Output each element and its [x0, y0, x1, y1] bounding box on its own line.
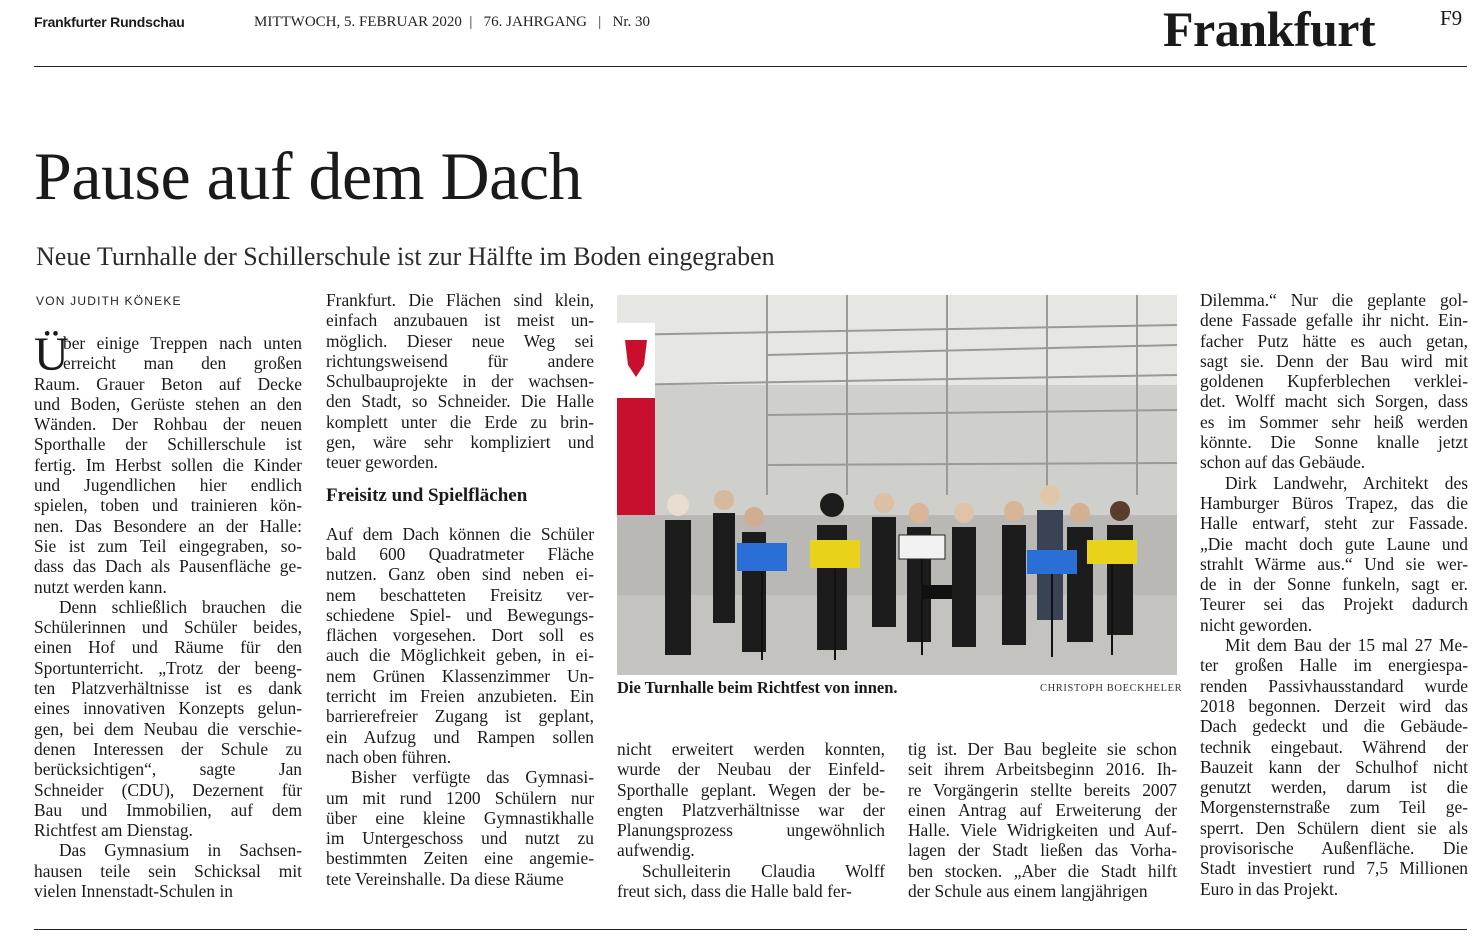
text-line: im Untergeschoss und nutzt zu [326, 828, 594, 849]
headline: Pause auf dem Dach [34, 138, 583, 214]
text-line: nen. Das Besondere an der Halle: [34, 515, 302, 536]
text-line: Dilemma.“ Nur die geplante gol- [1200, 290, 1468, 310]
text-line: ber einige Treppen nach unten [63, 333, 302, 353]
text-line: Raum. Grauer Beton auf Decke [34, 373, 302, 394]
text-line: denen Interessen der Schule zu [34, 738, 302, 759]
section-title: Frankfurt [1163, 1, 1376, 57]
text-line: wurde der Neubau der Einfeld- [617, 759, 885, 780]
text-line: Halle entwarf, steht zur Fassade. [1200, 513, 1468, 534]
text-line: seit ihrem Arbeitsbeginn 2016. Ih- [908, 759, 1177, 780]
text-line: Schulbauprojekte in der wachsen- [326, 371, 594, 392]
text-line: Planungsprozess ungewöhnlich [617, 820, 885, 841]
text-line: de in der Sonne funkeln, sagt er. [1200, 574, 1468, 595]
text-line: Euro in das Projekt. [1200, 878, 1339, 899]
text-line: ein Aufzug und Rampen sollen [326, 726, 594, 747]
text-line: und Boden, Gerüste stehen an den [34, 393, 302, 414]
text-line: genutzt werden, darum ist die [1200, 777, 1468, 798]
text-line: det. Wolff macht sich Sorgen, dass [1200, 391, 1468, 412]
text-line: Sportunterricht. „Trotz der beeng- [34, 657, 302, 678]
issue-line: MITTWOCH, 5. FEBRUAR 2020 | 76. JAHRGANG | Nr. 30 [254, 14, 651, 30]
text-line: Sporthalle der Schillerschule ist [34, 434, 302, 455]
text-line: aufwendig. [617, 840, 695, 861]
text-line: barrierefreier Zugang ist geplant, [326, 706, 594, 727]
text-line: gen, bei dem Neubau die verschie- [34, 718, 302, 739]
text-line: „Die macht doch gute Laune und [1200, 533, 1468, 554]
text-line: Frankfurt. Die Flächen sind klein, [326, 290, 594, 310]
text-line: einen Hof und Räume für den [34, 637, 302, 658]
text-line: bestimmten Zeiten eine angemie- [326, 848, 594, 869]
text-line: terricht im Freien anzubieten. Ein [326, 686, 594, 707]
text-line: Bauzeit kann der Schulhof nicht [1200, 756, 1468, 777]
article-column-2 [326, 290, 594, 889]
music-stand-yellow [810, 540, 860, 568]
text-line: facher Putz hätte es auch getan, [1200, 330, 1468, 351]
text-line: vielen Innenstadt-Schulen in [34, 881, 233, 902]
text-line: nutzt werden kann. [34, 576, 167, 597]
text-line: Auf dem Dach können die Schüler [326, 523, 594, 544]
text-line: berücksichtigen“, sagte Jan [34, 759, 302, 780]
header-rule [34, 66, 1467, 67]
text-line: schiedene Spiel- und Bewegungs- [326, 604, 594, 625]
text-line: möglich. Dieser neue Weg sei [326, 330, 594, 351]
text-line: Sporthalle geplant. Wegen der be- [617, 779, 885, 800]
concert-hall-illustration [617, 295, 1177, 675]
text-line: hausen teile sein Schicksal mit [34, 860, 302, 881]
text-line: fertig. Im Herbst sollen die Kinder [34, 454, 302, 475]
article-column-1 [34, 328, 302, 902]
text-line: ten Platzverhältnisse ist es dank [34, 678, 302, 699]
text-line: es im Sommer sehr heiß werden [1200, 411, 1468, 432]
text-line: Bau und Immobilien, auf dem [34, 799, 302, 820]
text-line: dene Fassade gefalle ihr nicht. Ein- [1200, 310, 1468, 331]
text-line: re Vorgängerin stellte bereits 2007 [908, 779, 1177, 800]
text-line: Schülerinnen und Schüler beides, [34, 617, 302, 638]
text-line: Bisher verfügte das Gymnasi- [351, 767, 594, 788]
text-line: über eine kleine Gymnastikhalle [326, 807, 594, 828]
text-line: Hamburger Büros Trapez, das die [1200, 492, 1468, 513]
text-line: bald 600 Quadratmeter Fläche [326, 543, 594, 564]
text-line: teuer geworden. [326, 452, 439, 473]
text-line: gen, wäre sehr kompliziert und [326, 432, 594, 453]
article-column-4 [908, 739, 1177, 901]
text-line: provisorische Außenfläche. Die [1200, 838, 1468, 859]
text-line: Halle. Viele Widrigkeiten und Auf- [908, 820, 1177, 841]
text-line: nutzen. Ganz oben sind neben ei- [326, 564, 594, 585]
text-line: Teurer sei das Projekt dadurch [1200, 594, 1468, 615]
text-line: eines innovativen Konzepts gelun- [34, 698, 302, 719]
photo-credit: CHRISTOPH BOECKHELER [1040, 683, 1183, 694]
text-line: Schneider (CDU), Dezernent für [34, 779, 302, 800]
text-line: flächen vorgesehen. Dort soll es [326, 625, 594, 646]
text-line: nach oben führen. [326, 746, 452, 767]
text-line: richtungsweisend für andere [326, 350, 594, 371]
text-line: tig ist. Der Bau begleite sie schon [908, 739, 1177, 759]
article-column-3 [617, 739, 885, 901]
text-line: renden Passivhausstandard wurde [1200, 675, 1468, 696]
text-line: einfach anzubauen ist meist un- [326, 310, 594, 331]
text-line: Richtfest am Dienstag. [34, 820, 193, 841]
text-line: Das Gymnasium in Sachsen- [59, 840, 302, 861]
text-line: Dach gedeckt und die Gebäude- [1200, 716, 1468, 737]
text-line: um mit rund 1200 Schülern nur [326, 787, 594, 808]
text-line: Morgensternstraße zum Teil ge- [1200, 797, 1468, 818]
drop-cap: Ü [34, 328, 69, 381]
text-line: Stadt investiert rund 7,5 Millionen [1200, 858, 1468, 879]
text-line: Denn schließlich brauchen die [59, 596, 302, 617]
text-line: auch die Möglichkeit geben, in ei- [326, 645, 594, 666]
text-line: goldenen Kupferblechen verklei- [1200, 371, 1468, 392]
text-line: spielen, toben und trainieren kön- [34, 495, 302, 516]
text-line: nem beschatteten Freisitz ver- [326, 584, 594, 605]
article-column-5 [1200, 290, 1468, 899]
text-line: sperrt. Den Schülern dient sie als [1200, 817, 1468, 838]
text-line: ter großen Halle im energiespa- [1200, 655, 1468, 676]
page-number: F9 [1440, 6, 1463, 30]
byline: VON JUDITH KÖNEKE [36, 294, 182, 308]
text-line: schon auf das Gebäude. [1200, 452, 1366, 473]
text-line: sagt sie. Denn der Bau wird mit [1200, 350, 1468, 371]
text-line: Dirk Landwehr, Architekt des [1225, 472, 1468, 493]
text-line: lagen der Stadt ließen das Vorha- [908, 840, 1177, 861]
text-line: könnte. Die Sonne knalle jetzt [1200, 432, 1468, 453]
footer-rule [34, 929, 1467, 930]
text-line: strahlt Wärme aus.“ Und sie wer- [1200, 553, 1468, 574]
text-line: Schulleiterin Claudia Wolff [642, 860, 885, 881]
masthead [0, 0, 1476, 68]
text-line: und Jugendlichen hier endlich [34, 475, 302, 496]
text-line: 2018 begonnen. Derzeit wird das [1200, 695, 1468, 716]
text-line: einen Antrag auf Erweiterung der [908, 799, 1177, 820]
text-line: Sie ist zum Teil eingegraben, so- [34, 535, 302, 556]
text-line: freut sich, dass die Halle bald fer- [617, 881, 852, 902]
subheadline: Neue Turnhalle der Schillerschule ist zur Hälfte im Boden eingegraben [36, 242, 775, 271]
text-line: Mit dem Bau der 15 mal 27 Me- [1225, 635, 1468, 656]
article-photo [617, 295, 1177, 675]
text-line: technik eingebaut. Während der [1200, 736, 1468, 757]
text-line: komplett unter die Erde zu brin- [326, 411, 594, 432]
text-line: ben stocken. „Aber die Stadt hilft [908, 860, 1177, 881]
text-line: der Schule aus einem langjährigen [908, 881, 1148, 902]
text-line: engten Platzverhältnisse war der [617, 799, 885, 820]
text-line: nicht geworden. [1200, 614, 1313, 635]
text-line: dass das Dach als Pausenfläche ge- [34, 556, 302, 577]
section-subheading: Freisitz und Spielflächen [326, 484, 528, 506]
text-line: Wänden. Der Rohbau der neuen [34, 414, 302, 435]
newspaper-name: Frankfurter Rundschau [34, 14, 185, 30]
text-line: tete Vereinshalle. Da diese Räume [326, 868, 564, 889]
text-line: erreicht man den großen [63, 353, 302, 374]
text-line: nem Grünen Klassenzimmer Un- [326, 665, 594, 686]
music-stand-blue [737, 543, 787, 571]
text-line: den Stadt, so Schneider. Die Halle [326, 391, 594, 412]
text-line: nicht erweitert werden konnten, [617, 739, 885, 759]
photo-caption: Die Turnhalle beim Richtfest von innen. [617, 678, 898, 697]
